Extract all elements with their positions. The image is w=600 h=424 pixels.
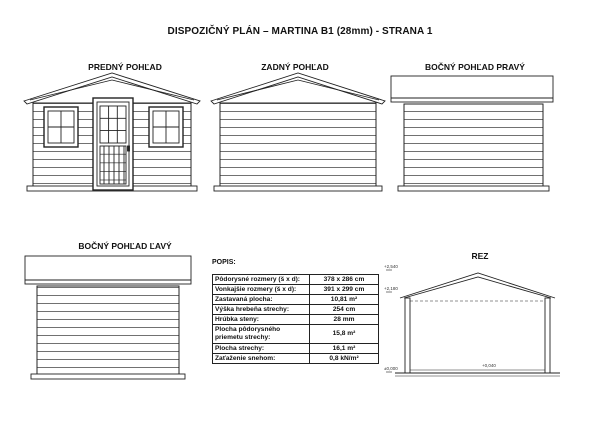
left-side-view-label: BOČNÝ POHĽAD ĽAVÝ bbox=[78, 241, 172, 251]
spec-label: Zaťaženie snehom: bbox=[213, 354, 310, 364]
spec-label: Plocha pôdorysného priemetu strechy: bbox=[213, 325, 310, 344]
back-view-label: ZADNÝ POHĽAD bbox=[261, 62, 329, 72]
spec-value: 16,1 m² bbox=[310, 344, 379, 354]
spec-value: 254 cm bbox=[310, 305, 379, 315]
back-view-drawing bbox=[211, 73, 385, 191]
level-inner-floor: +0,040 bbox=[482, 363, 496, 368]
popis-label: POPIS: bbox=[212, 259, 236, 266]
section-view-drawing bbox=[386, 270, 560, 376]
spec-value: 391 x 299 cm bbox=[310, 285, 379, 295]
right-side-view-drawing bbox=[391, 76, 553, 191]
right-side-view-label: BOČNÝ POHĽAD PRAVÝ bbox=[425, 62, 525, 72]
spec-value: 0,8 kN/m² bbox=[310, 354, 379, 364]
spec-value: 15,8 m² bbox=[310, 325, 379, 344]
page-title: DISPOZIČNÝ PLÁN – MARTINA B1 (28mm) - STRANA 1 bbox=[167, 26, 433, 37]
spec-label: Plocha strechy: bbox=[213, 344, 310, 354]
left-side-view-drawing bbox=[25, 256, 191, 379]
spec-label: Zastavaná plocha: bbox=[213, 295, 310, 305]
table-row bbox=[213, 315, 379, 325]
level-eave: +2,180 bbox=[384, 286, 398, 291]
spec-label: Hrúbka steny: bbox=[213, 315, 310, 325]
spec-value: 28 mm bbox=[310, 315, 379, 325]
spec-label: Výška hrebeňa strechy: bbox=[213, 305, 310, 315]
table-row bbox=[213, 275, 379, 285]
spec-label: Vonkajšie rozmery (š x d): bbox=[213, 285, 310, 295]
section-view-label: REZ bbox=[471, 251, 489, 261]
spec-table bbox=[212, 274, 379, 364]
level-top: +2,540 bbox=[384, 264, 398, 269]
table-row bbox=[213, 285, 379, 295]
spec-value: 10,81 m² bbox=[310, 295, 379, 305]
front-view-drawing bbox=[24, 73, 200, 191]
table-row bbox=[213, 354, 379, 364]
level-floor: ±0,000 bbox=[384, 366, 398, 371]
table-row bbox=[213, 295, 379, 305]
table-row bbox=[213, 325, 379, 344]
front-view-label: PREDNÝ POHĽAD bbox=[88, 62, 162, 72]
table-row bbox=[213, 305, 379, 315]
spec-value: 378 x 286 cm bbox=[310, 275, 379, 285]
table-row bbox=[213, 344, 379, 354]
spec-label: Pôdorysné rozmery (š x d): bbox=[213, 275, 310, 285]
